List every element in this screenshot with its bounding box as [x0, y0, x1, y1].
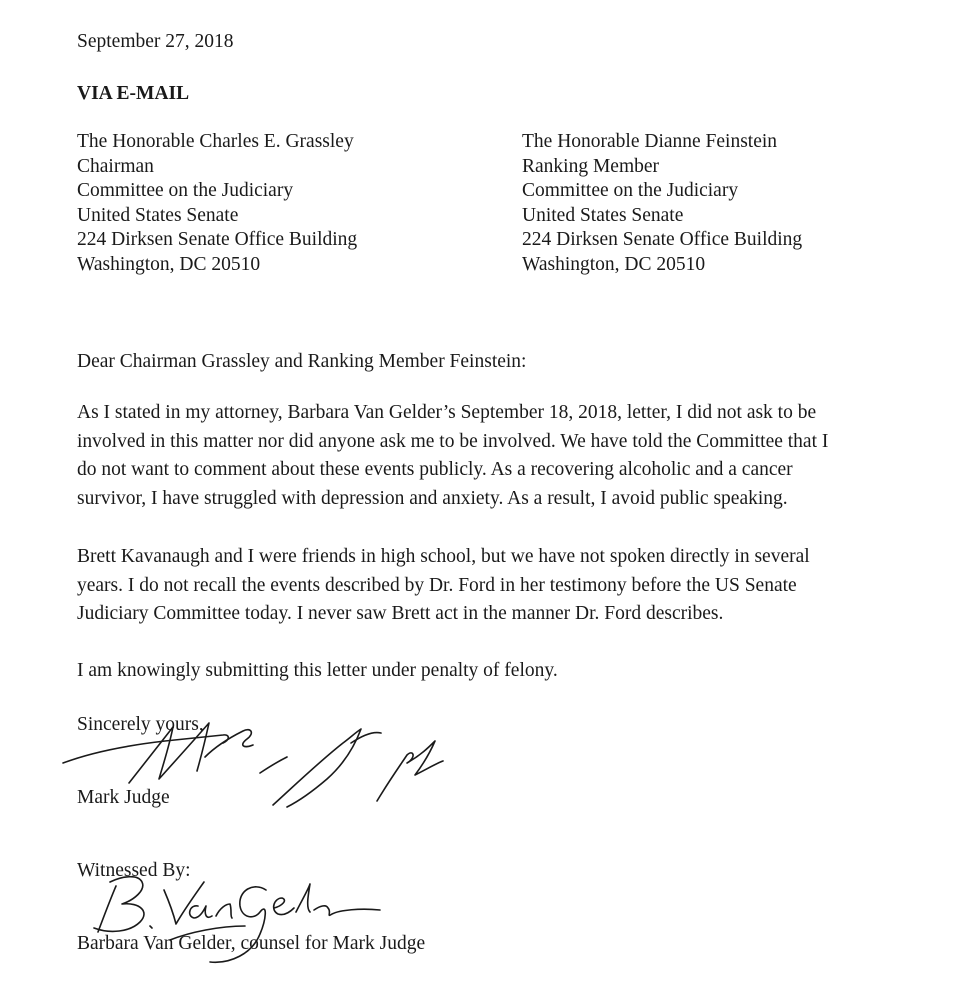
- body-paragraph-3: [77, 657, 957, 686]
- address-line: Washington, DC 20510: [77, 253, 261, 275]
- delivery-method: VIA E-MAIL: [77, 83, 190, 104]
- signature-barbara-van-gelder: [70, 860, 400, 980]
- body-paragraph-2: [77, 543, 957, 629]
- witness-name: Barbara Van Gelder, counsel for Mark Judge: [77, 933, 426, 954]
- paragraph-line: Brett Kavanaugh and I were friends in high school, but we have not spoken directly in several: [77, 546, 810, 567]
- recipient-address-feinstein: [522, 130, 802, 278]
- address-line: Committee on the Judiciary: [77, 180, 294, 202]
- address-line: 224 Dirksen Senate Office Building: [522, 229, 803, 251]
- address-line: 224 Dirksen Senate Office Building: [77, 229, 358, 251]
- body-paragraph-1: [77, 399, 957, 513]
- address-line: Washington, DC 20510: [522, 253, 706, 275]
- paragraph-line: do not want to comment about these events publicly. As a recovering alcoholic and a cancer: [77, 459, 793, 480]
- paragraph-line: Judiciary Committee today. I never saw Brett act in the manner Dr. Ford describes.: [77, 603, 724, 624]
- address-line: Committee on the Judiciary: [522, 180, 739, 202]
- paragraph-line: involved in this matter nor did anyone ask me to be involved. We have told the Committee that I: [77, 430, 829, 452]
- address-line: Chairman: [77, 155, 154, 177]
- salutation: Dear Chairman Grassley and Ranking Member Feinstein:: [77, 351, 527, 372]
- paragraph-line: As I stated in my attorney, Barbara Van Gelder’s September 18, 2018, letter, I did not ask to be: [77, 402, 817, 423]
- letter-date: September 27, 2018: [77, 31, 234, 52]
- address-line: Ranking Member: [522, 155, 660, 177]
- paragraph-line: years. I do not recall the events described by Dr. Ford in her testimony before the US Senate: [77, 574, 797, 596]
- address-line: The Honorable Dianne Feinstein: [522, 131, 778, 152]
- address-line: United States Senate: [77, 204, 239, 226]
- paragraph-line: survivor, I have struggled with depression and anxiety. As a result, I avoid public speaking.: [77, 487, 788, 509]
- closing: Sincerely yours,: [77, 714, 204, 735]
- address-line: The Honorable Charles E. Grassley: [77, 131, 354, 152]
- witness-label: Witnessed By:: [77, 860, 191, 881]
- address-line: United States Senate: [522, 204, 684, 226]
- signer-name: Mark Judge: [77, 787, 170, 808]
- recipient-address-grassley: [77, 130, 357, 278]
- paragraph-line: I am knowingly submitting this letter under penalty of felony.: [77, 660, 558, 681]
